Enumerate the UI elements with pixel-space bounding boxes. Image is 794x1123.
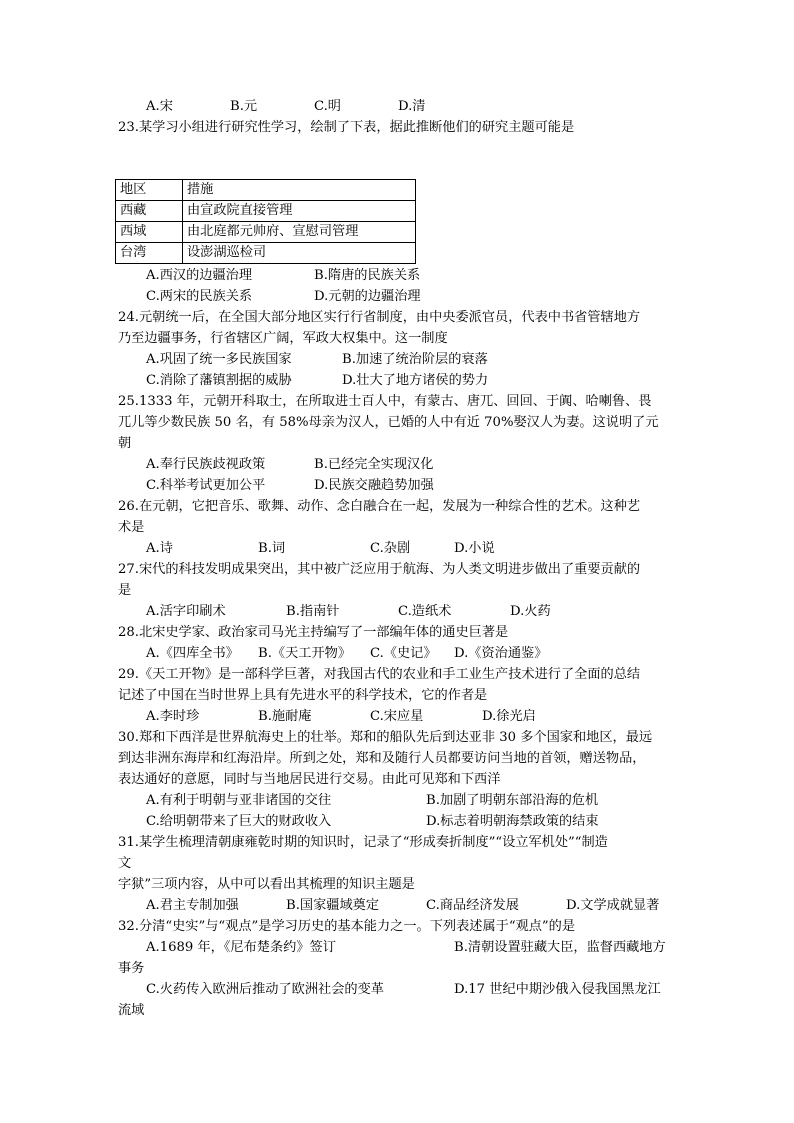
q23-option-a: A.西汉的边疆治理 [146,268,253,283]
q25-option-b: B.已经完全实现汉化 [314,457,434,472]
q26-stem-line-1: 26.在元朝，它把音乐、歌舞、动作、念白融合在一起，发展为一种综合性的艺术。这种艺 [118,499,641,514]
q25-stem-line-2: 兀儿等少数民族 50 名，有 58%母亲为汉人，已婚的人中有近 70%娶汉人为妻。这说明了元 [118,415,659,430]
q32-option-d-continued: 流域 [118,1003,145,1018]
q26-option-d: D.小说 [454,541,495,556]
q28-option-d: D.《资治通鉴》 [454,646,548,661]
table-cell: 由北庭都元帅府、宣慰司管理 [183,222,416,243]
q31-option-b: B.国家疆域奠定 [286,898,380,913]
q30-option-c: C.给明朝带来了巨大的财政收入 [146,814,332,829]
q28-option-b: B.《天工开物》 [258,646,352,661]
q22-option-c: C.明 [314,99,341,114]
table-cell: 设澎湖巡检司 [183,243,416,264]
q26-option-b: B.词 [258,541,286,556]
q30-stem-line-1: 30.郑和下西洋是世界航海史上的壮举。郑和的船队先后到达亚非 30 多个国家和地区，最远 [118,730,653,745]
q27-option-a: A.活字印刷术 [146,604,226,619]
q23-table [115,179,416,264]
q25-option-c: C.科举考试更加公平 [146,478,266,493]
table-header-cell: 地区 [116,180,183,201]
q27-stem-line-1: 27.宋代的科技发明成果突出，其中被广泛应用于航海、为人类文明进步做出了重要贡献的 [118,562,641,577]
q28-option-c: C.《史记》 [370,646,437,661]
q32-option-b: B.清朝设置驻藏大臣，监督西藏地方 [454,940,666,955]
table-cell: 西藏 [116,201,183,222]
q26-option-c: C.杂剧 [370,541,411,556]
q32-option-b-continued: 事务 [118,961,145,976]
table-cell: 由宣政院直接管理 [183,201,416,222]
q32-option-d: D.17 世纪中期沙俄入侵我国黑龙江 [454,982,661,997]
q25-stem-line-1: 25.1333 年，元朝开科取士，在所取进士百人中，有蒙古、唐兀、回回、于阗、哈喇鲁、畏 [118,394,652,409]
q25-option-a: A.奉行民族歧视政策 [146,457,266,472]
q27-option-b: B.指南针 [286,604,340,619]
q30-option-b: B.加剧了明朝东部沿海的危机 [426,793,599,808]
table-row [116,201,416,222]
q28-stem: 28.北宋史学家、政治家司马光主持编写了一部编年体的通史巨著是 [118,625,509,640]
q26-stem-line-2: 术是 [118,520,145,535]
q30-stem-line-3: 表达通好的意愿，同时与当地居民进行交易。由此可见郑和下西洋 [118,772,501,787]
q22-option-d: D.清 [398,99,426,114]
q31-stem-line-1: 31.某学生梳理清朝康雍乾时期的知识时，记录了“形成奏折制度”“设立军机处”“制造 [118,835,608,850]
q25-stem-line-3: 朝 [118,436,132,451]
q31-stem-line-3: 字狱”三项内容，从中可以看出其梳理的知识主题是 [118,877,415,892]
q24-stem-line-1: 24.元朝统一后，在全国大部分地区实行行省制度，由中央委派官员，代表中书省管辖地方 [118,310,641,325]
table-cell: 西域 [116,222,183,243]
q27-option-c: C.造纸术 [398,604,452,619]
q23-option-b: B.隋唐的民族关系 [314,268,421,283]
q23-option-d: D.元朝的边疆治理 [314,289,421,304]
q29-stem-line-1: 29.《天工开物》是一部科学巨著，对我国古代的农业和手工业生产技术进行了全面的总结 [118,667,641,682]
q32-stem: 32.分清“史实”与“观点”是学习历史的基本能力之一。下列表述属于“观点”的是 [118,919,576,934]
table-row [116,222,416,243]
q32-option-c: C.火药传入欧洲后推动了欧洲社会的变革 [146,982,384,997]
q22-option-b: B.元 [230,99,258,114]
q31-option-d: D.文学成就显著 [566,898,660,913]
q30-stem-line-2: 到达非洲东海岸和红海沿岸。所到之处，郑和及随行人员都要访问当地的首领，赠送物品， [118,751,646,766]
table-cell: 台湾 [116,243,183,264]
q26-option-a: A.诗 [146,541,173,556]
q31-option-a: A.君主专制加强 [146,898,239,913]
table-header-cell: 措施 [183,180,416,201]
q29-stem-line-2: 记述了中国在当时世界上具有先进水平的科学技术，它的作者是 [118,688,488,703]
q24-stem-line-2: 乃至边疆事务，行省辖区广阔，军政大权集中。这一制度 [118,331,448,346]
table-row [116,243,416,264]
q31-stem-line-2: 文 [118,856,132,871]
q23-stem: 23.某学习小组进行研究性学习，绘制了下表，据此推断他们的研究主题可能是 [118,120,575,135]
q23-option-c: C.两宋的民族关系 [146,289,253,304]
table-header-row [116,180,416,201]
q24-option-a: A.巩固了统一多民族国家 [146,352,292,367]
q29-option-b: B.施耐庵 [258,709,312,724]
q24-option-b: B.加速了统治阶层的衰落 [342,352,488,367]
q30-option-d: D.标志着明朝海禁政策的结束 [426,814,599,829]
q24-option-c: C.消除了藩镇割据的威胁 [146,373,292,388]
q22-option-a: A.宋 [146,99,173,114]
q27-stem-line-2: 是 [118,583,132,598]
q31-option-c: C.商品经济发展 [426,898,519,913]
q29-option-c: C.宋应星 [370,709,424,724]
q28-option-a: A.《四库全书》 [146,646,239,661]
q30-option-a: A.有利于明朝与亚非诸国的交往 [146,793,332,808]
q25-option-d: D.民族交融趋势加强 [314,478,434,493]
q24-option-d: D.壮大了地方诸侯的势力 [342,373,489,388]
q32-option-a: A.1689 年，《尼布楚条约》签订 [146,940,336,955]
q29-option-a: A.李时珍 [146,709,200,724]
q27-option-d: D.火药 [510,604,551,619]
q29-option-d: D.徐光启 [482,709,536,724]
